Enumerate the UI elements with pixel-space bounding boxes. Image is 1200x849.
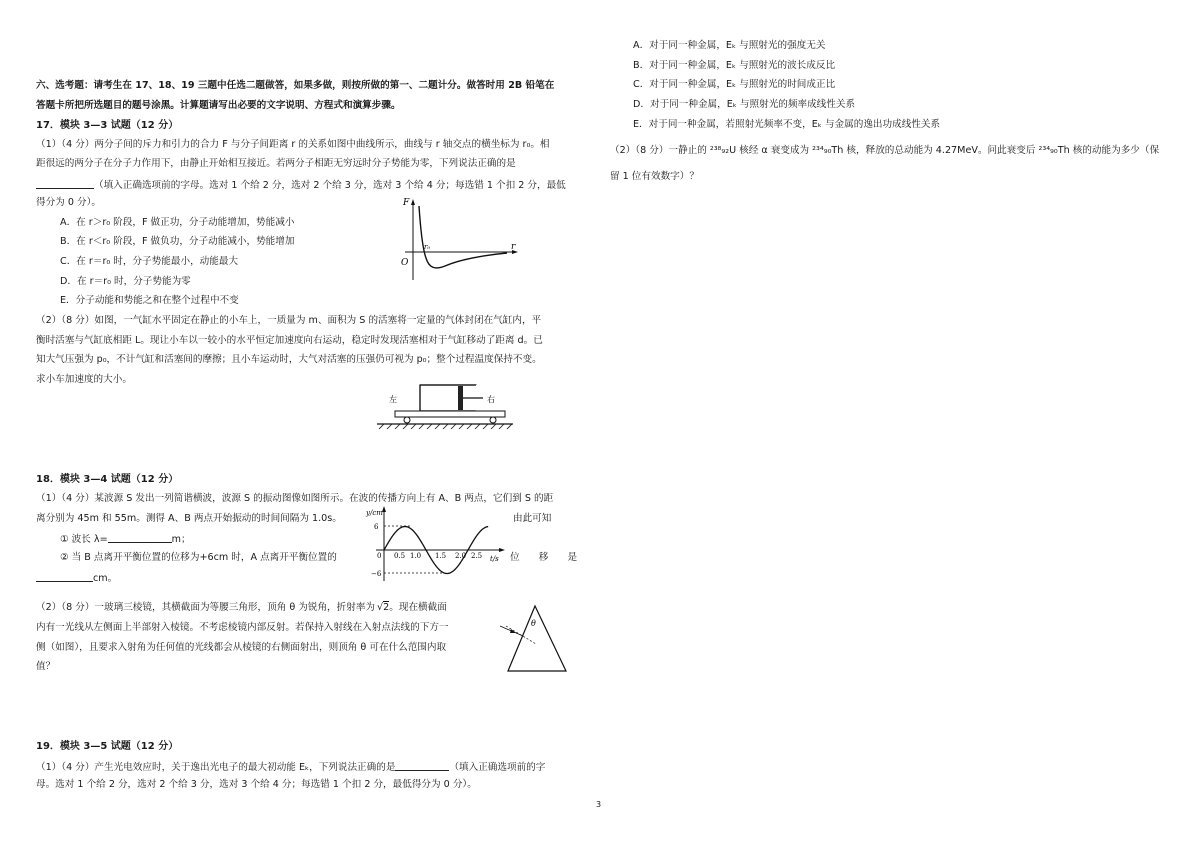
q18-item1-suffix: m； (171, 534, 191, 545)
page-number: 3 (596, 800, 602, 809)
prism-figure (498, 604, 580, 674)
normal-line (506, 626, 536, 644)
q19-option-d: D．对于同一种金属，Eₖ 与照射光的频率成线性关系 (633, 99, 856, 110)
q17-p1-line3-text: （填入正确选项前的字母。选对 1 个给 2 分，选对 2 个给 3 分，选对 3 个给 4 分；每选错 1 个扣 2 分，最低 (94, 180, 566, 191)
q17-p1-line3 (36, 178, 566, 192)
q18-p1-line2: 离分别为 45m 和 55m。测得 A、B 两点开始振动的时间间隔为 1.0s。 (36, 513, 342, 524)
q17-option-a: A．在 r＞r₀ 阶段，F 做正功，分子动能增加，势能减小 (60, 217, 295, 228)
displacement-blank[interactable] (36, 571, 93, 582)
q19-p1-line1-head: （1）（4 分）产生光电效应时，关于逸出光电子的最大初动能 Eₖ，下列说法正确的是 (36, 762, 396, 773)
ground-hatching (379, 424, 512, 429)
cart-right-label: 右 (487, 395, 495, 404)
cart-left-label: 左 (389, 395, 397, 404)
q19-p2-line2: 留 1 位有效数字）？ (610, 171, 699, 182)
q18-item2: ② 当 B 点离开平衡位置的位移为+6cm 时，A 点离开平衡位置的 (60, 552, 337, 563)
q18-item2-right: 位 移 是 (510, 552, 578, 563)
q18-p2-line3: 侧（如图），且要求入射角为任何值的光线都会从棱镜的右侧面射出，则顶角 θ 可在什么范围内取 (36, 642, 447, 653)
q19-p1-line1 (36, 760, 545, 774)
piston (458, 386, 463, 410)
section-heading-line2: 答题卡所把所选题目的题号涂黑。计算题请写出必要的文字说明、方程式和演算步骤。 (36, 100, 401, 111)
photoelectric-answer-blank[interactable] (395, 760, 449, 771)
q17-p2-line3: 知大气压强为 p₀，不计气缸和活塞间的摩擦；且小车运动时，大气对活塞的压强仍可视为 p₀；整个过程温度保持不变。 (36, 354, 542, 365)
y-tick-bottom: −6 (371, 570, 382, 578)
q18-p1-line1: （1）（4 分）某波源 S 发出一列简谐横波，波源 S 的振动图像如图所示。在波的传播方向上有 A、B 两点，它们到 S 的距 (36, 493, 554, 504)
q17-option-c: C．在 r＝r₀ 时，分子势能最小，动能最大 (60, 256, 239, 267)
q17-option-b: B．在 r＜r₀ 阶段，F 做负功，分子动能减小，势能增加 (60, 236, 295, 247)
q17-p2-line1: （2）（8 分）如图，一气缸水平固定在静止的小车上，一质量为 m、面积为 S 的活塞将一定量的气体封闭在气缸内，平 (36, 315, 542, 326)
q17-p2-line2: 衡时活塞与气缸底相距 L。现让小车以一较小的水平恒定加速度向右运动，稳定时发现活塞相对于气缸移动了距离 d。已 (36, 335, 543, 346)
q19-option-c: C．对于同一种金属，Eₖ 与照射光的时间成正比 (633, 79, 836, 90)
cart-cylinder-figure (375, 382, 515, 430)
theta-label: θ (531, 619, 536, 628)
q18-item1-prefix: ① 波长 λ= (60, 534, 108, 545)
x-tick-2-0: 2.0 (455, 552, 467, 560)
q17-option-d: D．在 r＝r₀ 时，分子势能为零 (60, 276, 191, 287)
q17-p1-line4: 得分为 0 分）。 (36, 197, 101, 208)
section-heading-line1: 六、选考题：请考生在 17、18、19 三题中任选二题做答，如果多做，则按所做的第一、二题计分。做答时用 2B 铅笔在 (36, 80, 555, 91)
q18-title: 18．模块 3—4 试题（12 分） (36, 474, 179, 485)
q18-p2-line4: 值？ (36, 661, 56, 672)
q19-p1-line1-tail: （填入正确选项前的字 (449, 762, 546, 773)
q19-option-e: E．对于同一种金属，若照射光频率不变，Eₖ 与金属的逸出功成线性关系 (633, 119, 941, 130)
x-tick-2-5: 2.5 (471, 552, 483, 560)
q19-option-b: B．对于同一种金属，Eₖ 与照射光的波长成反比 (633, 60, 836, 71)
q18-item1 (60, 532, 191, 546)
q17-p1-line1: （1）（4 分）两分子间的斥力和引力的合力 F 与分子间距离 r 的关系如图中曲线所示，曲线与 r 轴交点的横坐标为 r₀。相 (36, 139, 550, 150)
t-axis-label: t/s (490, 555, 499, 563)
q19-option-a: A．对于同一种金属，Eₖ 与照射光的强度无关 (633, 40, 826, 51)
cart-wheel-left (404, 417, 410, 423)
y-axis-label: y/cm (366, 509, 383, 517)
vibration-graph (362, 505, 512, 583)
t-axis-arrow-icon (499, 548, 505, 552)
ray-arrow-icon (510, 629, 516, 633)
q19-p1-line2: 母。选对 1 个给 2 分，选对 2 个给 3 分，选对 3 个给 4 分；每选错 1 个扣 2 分，最低得分为 0 分）。 (36, 779, 477, 790)
x-tick-0-5: 0.5 (394, 552, 406, 560)
q17-p2-line4: 求小车加速度的大小。 (36, 374, 132, 385)
q18-p2-line1 (36, 602, 447, 614)
r0-label: r₀ (424, 243, 431, 251)
prism-triangle (508, 606, 566, 671)
origin-label: O (401, 258, 409, 268)
q17-title: 17．模块 3—3 试题（12 分） (36, 120, 179, 131)
x-tick-1-5: 1.5 (435, 552, 447, 560)
cart-wheel-right (490, 417, 496, 423)
f-label: F (403, 198, 410, 208)
sqrt-value: 2 (383, 602, 390, 613)
molecular-force-figure (395, 196, 520, 284)
f-axis-arrow-icon (411, 199, 415, 205)
wavelength-blank[interactable] (108, 532, 172, 543)
q17-p1-line2: 距很远的两分子在分子力作用下，由静止开始相互接近。若两分子相距无穷远时分子势能为零，下列说法正确的是 (36, 158, 516, 169)
x-tick-1-0: 1.0 (410, 552, 422, 560)
q17-option-e: E．分子动能和势能之和在整个过程中不变 (60, 295, 239, 306)
r-label: r (511, 242, 516, 252)
q18-p2-line1-text: （2）（8 分）一玻璃三棱镜，其横截面为等腰三角形，顶角 θ 为锐角，折射率为 (36, 602, 376, 613)
q18-item2-unit: cm。 (93, 573, 118, 584)
force-curve (419, 206, 507, 268)
answer-blank[interactable] (36, 178, 94, 189)
q19-title: 19．模块 3—5 试题（12 分） (36, 741, 179, 752)
q18-item2-line2 (36, 571, 117, 585)
q18-p1-line2-right: 由此可知 (513, 513, 552, 524)
q18-p2-line2: 内有一光线从左侧面上半部射入棱镜。不考虑棱镜内部反射。若保持入射线在入射点法线的下方一 (36, 622, 449, 633)
q19-p2-line1: （2）（8 分）一静止的 ²³⁸₉₂U 核经 α 衰变成为 ²³⁴₉₀Th 核，释放的总动能为 4.27MeV。问此衰变后 ²³⁴₉₀Th 核的动能为多少（保 (610, 145, 1160, 156)
q18-p2-line1-tail: 。现在横截面 (389, 602, 447, 613)
sqrt-symbol: √2 (377, 602, 390, 613)
y-tick-zero: 0 (377, 552, 382, 560)
cart-body (395, 411, 505, 417)
y-tick-top: 6 (374, 523, 379, 531)
